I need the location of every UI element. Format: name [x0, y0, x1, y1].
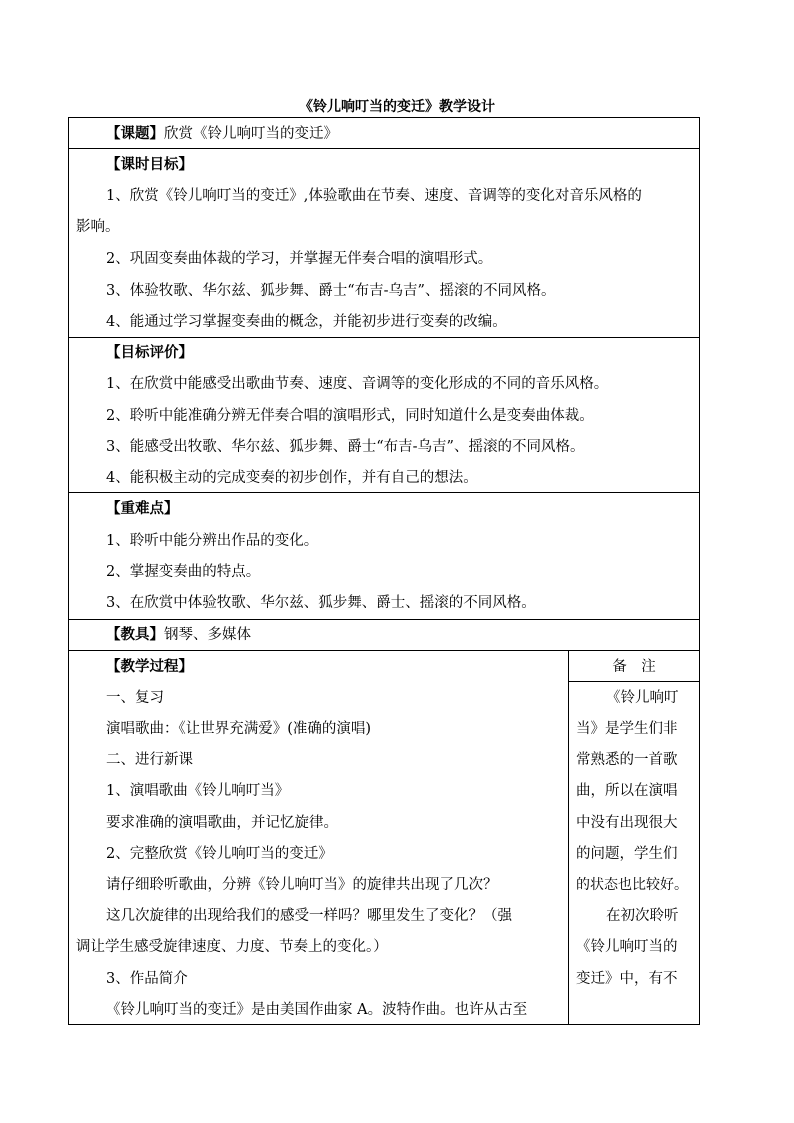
topic-label: 【课题】 [106, 125, 164, 142]
row-divider-4 [68, 619, 700, 620]
row-divider-3 [68, 492, 700, 493]
notes-line-4: 曲，所以在演唱 [576, 783, 678, 799]
process-label: 【教学过程】 [106, 658, 193, 675]
notes-label: 备 注 [612, 659, 656, 675]
goals-line-3: 3、体验牧歌、华尔兹、狐步舞、爵士“布吉-乌吉”、摇滚的不同风格。 [106, 283, 556, 299]
process-line-7: 请仔细聆听歌曲，分辨《铃儿响叮当》的旋律共出现了几次？ [106, 877, 498, 893]
notes-line-6: 的问题，学生们 [576, 846, 678, 862]
notes-line-10: 变迁》中，有不 [576, 971, 678, 987]
process-line-4: 1、演唱歌曲《铃儿响叮当》 [106, 783, 290, 799]
process-line-9: 3、作品简介 [106, 971, 188, 987]
notes-line-8: 在初次聆听 [606, 908, 679, 924]
process-line-6: 2、完整欣赏《铃儿响叮当的变迁》 [106, 846, 333, 862]
process-line-8: 这几次旋律的出现给我们的感受一样吗？哪里发生了变化？（强 [106, 908, 512, 924]
row-divider-5 [68, 650, 700, 651]
notes-column-divider [568, 650, 569, 1025]
evaluation-line-1: 1、在欣赏中能感受出歌曲节奏、速度、音调等的变化形成的不同的音乐风格。 [106, 376, 609, 392]
goals-line-4: 4、能通过学习掌握变奏曲的概念，并能初步进行变奏的改编。 [106, 314, 507, 330]
document-title: 《铃儿响叮当的变迁》教学设计 [299, 99, 495, 115]
tools-row [106, 626, 251, 644]
row-divider-1 [68, 148, 700, 149]
notes-line-3: 常熟悉的一首歌 [576, 752, 678, 768]
evaluation-label: 【目标评价】 [106, 344, 193, 361]
notes-header-underline [568, 681, 700, 682]
evaluation-line-3: 3、能感受出牧歌、华尔兹、狐步舞、爵士“布吉-乌吉”、摇滚的不同风格。 [106, 439, 585, 455]
process-line-3: 二、进行新课 [106, 752, 193, 768]
process-line-10: 《铃儿响叮当的变迁》是由美国作曲家 A。波特作曲。也许从古至 [106, 1002, 528, 1018]
notes-line-5: 中没有出现很大 [576, 815, 678, 831]
notes-line-2: 当》是学生们非 [576, 721, 678, 737]
tools-value: 钢琴、多媒体 [164, 627, 251, 643]
process-line-2: 演唱歌曲：《让世界充满爱》(准确的演唱) [106, 721, 372, 737]
notes-line-7: 的状态也比较好。 [576, 877, 688, 893]
process-line-8-cont: 调让学生感受旋律速度、力度、节奏上的变化。） [76, 939, 388, 955]
key-points-line-1: 1、聆听中能分辨出作品的变化。 [106, 533, 319, 549]
key-points-label: 【重难点】 [106, 500, 179, 517]
evaluation-line-2: 2、聆听中能准确分辨无伴奏合唱的演唱形式，同时知道什么是变奏曲体裁。 [106, 408, 594, 424]
topic-value: 欣赏《铃儿响叮当的变迁》 [164, 126, 338, 142]
evaluation-line-4: 4、能积极主动的完成变奏的初步创作，并有自己的想法。 [106, 470, 478, 486]
goals-line-1-cont: 影响。 [76, 219, 120, 235]
key-points-line-3: 3、在欣赏中体验牧歌、华尔兹、狐步舞、爵士、摇滚的不同风格。 [106, 595, 536, 611]
process-line-5: 要求准确的演唱歌曲，并记忆旋律。 [106, 815, 338, 831]
goals-label: 【课时目标】 [106, 156, 193, 173]
goals-line-2: 2、巩固变奏曲体裁的学习，并掌握无伴奏合唱的演唱形式。 [106, 251, 493, 267]
tools-label: 【教具】 [106, 626, 164, 643]
key-points-line-2: 2、掌握变奏曲的特点。 [106, 564, 261, 580]
row-divider-2 [68, 337, 700, 338]
process-line-1: 一、复习 [106, 690, 164, 706]
notes-line-9: 《铃儿响叮当的 [576, 939, 678, 955]
goals-line-1: 1、欣赏《铃儿响叮当的变迁》,体验歌曲在节奏、速度、音调等的变化对音乐风格的 [106, 188, 642, 204]
topic-row [106, 125, 338, 143]
notes-line-1: 《铃儿响叮 [606, 690, 679, 706]
